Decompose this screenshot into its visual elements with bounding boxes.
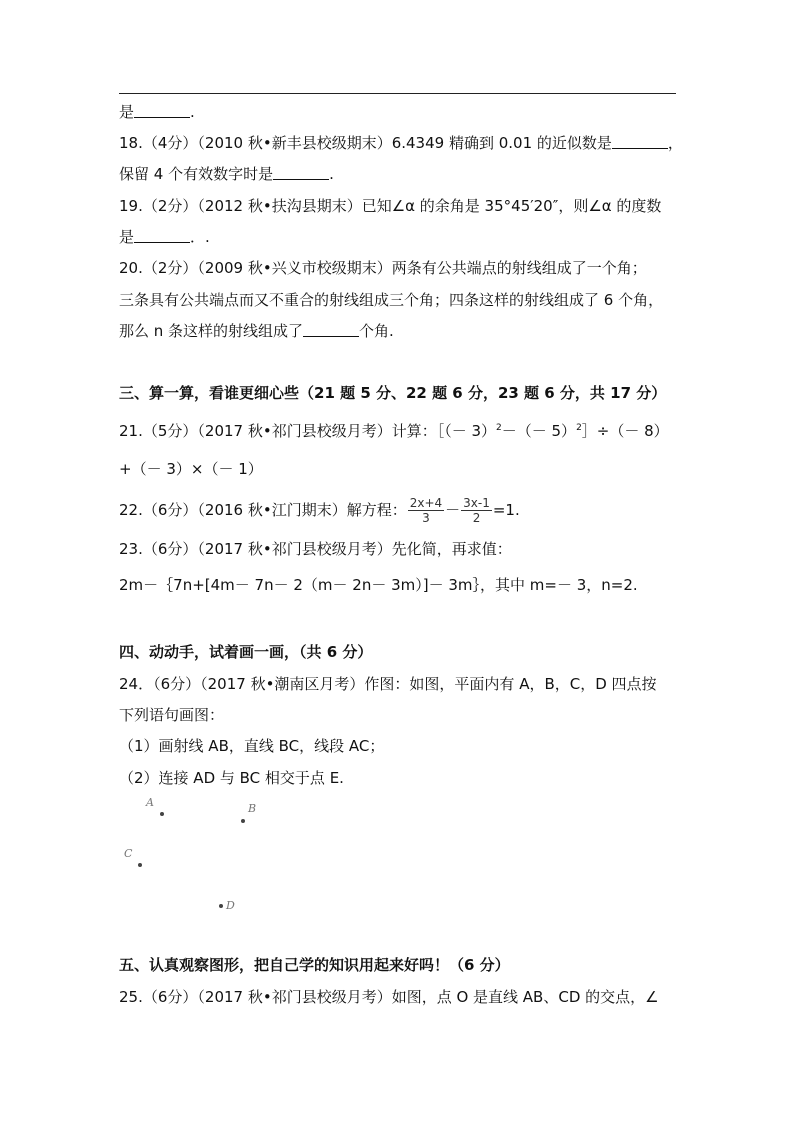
q18-punct2: . [329,165,334,183]
answer-blank [273,165,329,180]
q25-text: 25.（6分）（2017 秋•祁门县校级月考）如图，点 O 是直线 AB、CD 的交点，∠ [119,988,659,1006]
q23-text: 23.（6分）（2017 秋•祁门县校级月考）先化简，再求值： [119,540,512,558]
q24-text: 24．（6分）（2017 秋•潮南区月考）作图：如图，平面内有 A，B，C，D 四点按 [119,675,657,693]
point-b-dot [241,819,245,823]
answer-blank [134,103,190,118]
q21-exponent: 2 [496,423,502,433]
q24-text2: 下列语句画图： [119,706,225,724]
q18-text2: 保留 4 个有效数字时是 [119,165,274,183]
q22-suffix: =1. [492,501,520,519]
q20-line1 [119,257,647,279]
q20-text: 20.（2分）（2009 秋•兴义市校级期末）两条有公共端点的射线组成了一个角； [119,259,647,277]
q21-text2: +（－ 3）×（－ 1） [119,460,263,478]
q18-punct: ， [667,134,683,152]
q20-line3 [119,320,394,342]
q20-prefix: 那么 n 条这样的射线组成了 [119,322,304,340]
q19-punct: ．. [190,228,210,246]
q21-line1 [119,417,669,442]
answer-blank [134,228,190,243]
q20-line2 [119,289,663,311]
fraction-2-numerator: 3x-1 [463,496,490,510]
q20-text2: 三条具有公共端点而又不重合的射线组成三个角；四条这样的射线组成了 6 个角， [119,291,664,309]
section-4-title: 四、动动手，试着画一画，（共 6 分） [119,643,373,661]
point-a-dot [160,812,164,816]
minus-sign: － [445,501,461,519]
q21-exponent: 2 [576,423,582,433]
point-c-dot [138,863,142,867]
fraction-1-numerator: 2x+4 [409,496,443,510]
q18-text: 18.（4分）（2010 秋•新丰县校级期末）6.4349 精确到 0.01 的近似数是 [119,134,612,152]
answer-blank [303,322,359,337]
q24-line2 [119,704,224,726]
fraction-2-denominator: 2 [472,511,481,525]
q21-text-a: 21.（5分）（2017 秋•祁门县校级月考）计算：［（－ 3） [119,422,497,440]
q24-line4 [119,767,344,789]
q18-line2 [119,163,334,185]
q22-line [119,494,520,526]
q18-line1 [119,132,683,154]
q25-line1 [119,986,659,1008]
section-3-title: 三、算一算，看谁更细心些（21 题 5 分、22 题 6 分，23 题 6 分，共 17 分） [119,384,667,402]
q24-line1 [119,673,657,695]
point-label-d: D [226,899,235,912]
q21-text-c: ］÷（－ 8） [581,422,669,440]
q21-text-b: －（－ 5） [501,422,577,440]
q23-line2 [119,574,638,596]
header-rule [119,93,676,94]
point-label-c: C [124,847,133,860]
q21-line2 [119,458,263,480]
q19-text: 19.（2分）（2012 秋•扶沟县期末）已知∠α 的余角是 35°45′20″，则∠α 的度数 [119,197,662,215]
fraction-2 [461,496,492,525]
answer-blank [612,134,668,149]
q23-expression: 2m－｛7n+[4m－ 7n－ 2（m－ 2n－ 3m）]－ 3m｝，其中 m=－ 3，n=2. [119,576,638,594]
q24-step1: （1）画射线 AB，直线 BC，线段 AC； [119,737,385,755]
fraction-1-denominator: 3 [422,511,430,525]
q20-suffix: 个角. [359,322,394,340]
continuation-suffix: . [190,103,195,121]
section-5-title: 五、认真观察图形，把自己学的知识用起来好吗！（6 分） [119,956,510,974]
continuation-line [119,101,195,123]
q19-line2 [119,226,210,248]
q19-prefix: 是 [119,228,135,246]
q22-text: 22.（6分）（2016 秋•江门期末）解方程： [119,501,407,519]
q23-line1 [119,538,512,560]
point-label-b: B [248,802,257,815]
fraction-1 [408,496,444,525]
point-label-a: A [146,796,154,809]
q24-line3 [119,735,384,757]
q19-line1 [119,195,661,217]
q24-step2: （2）连接 AD 与 BC 相交于点 E. [119,769,344,787]
point-d-dot [219,904,223,908]
continuation-prefix: 是 [119,103,135,121]
